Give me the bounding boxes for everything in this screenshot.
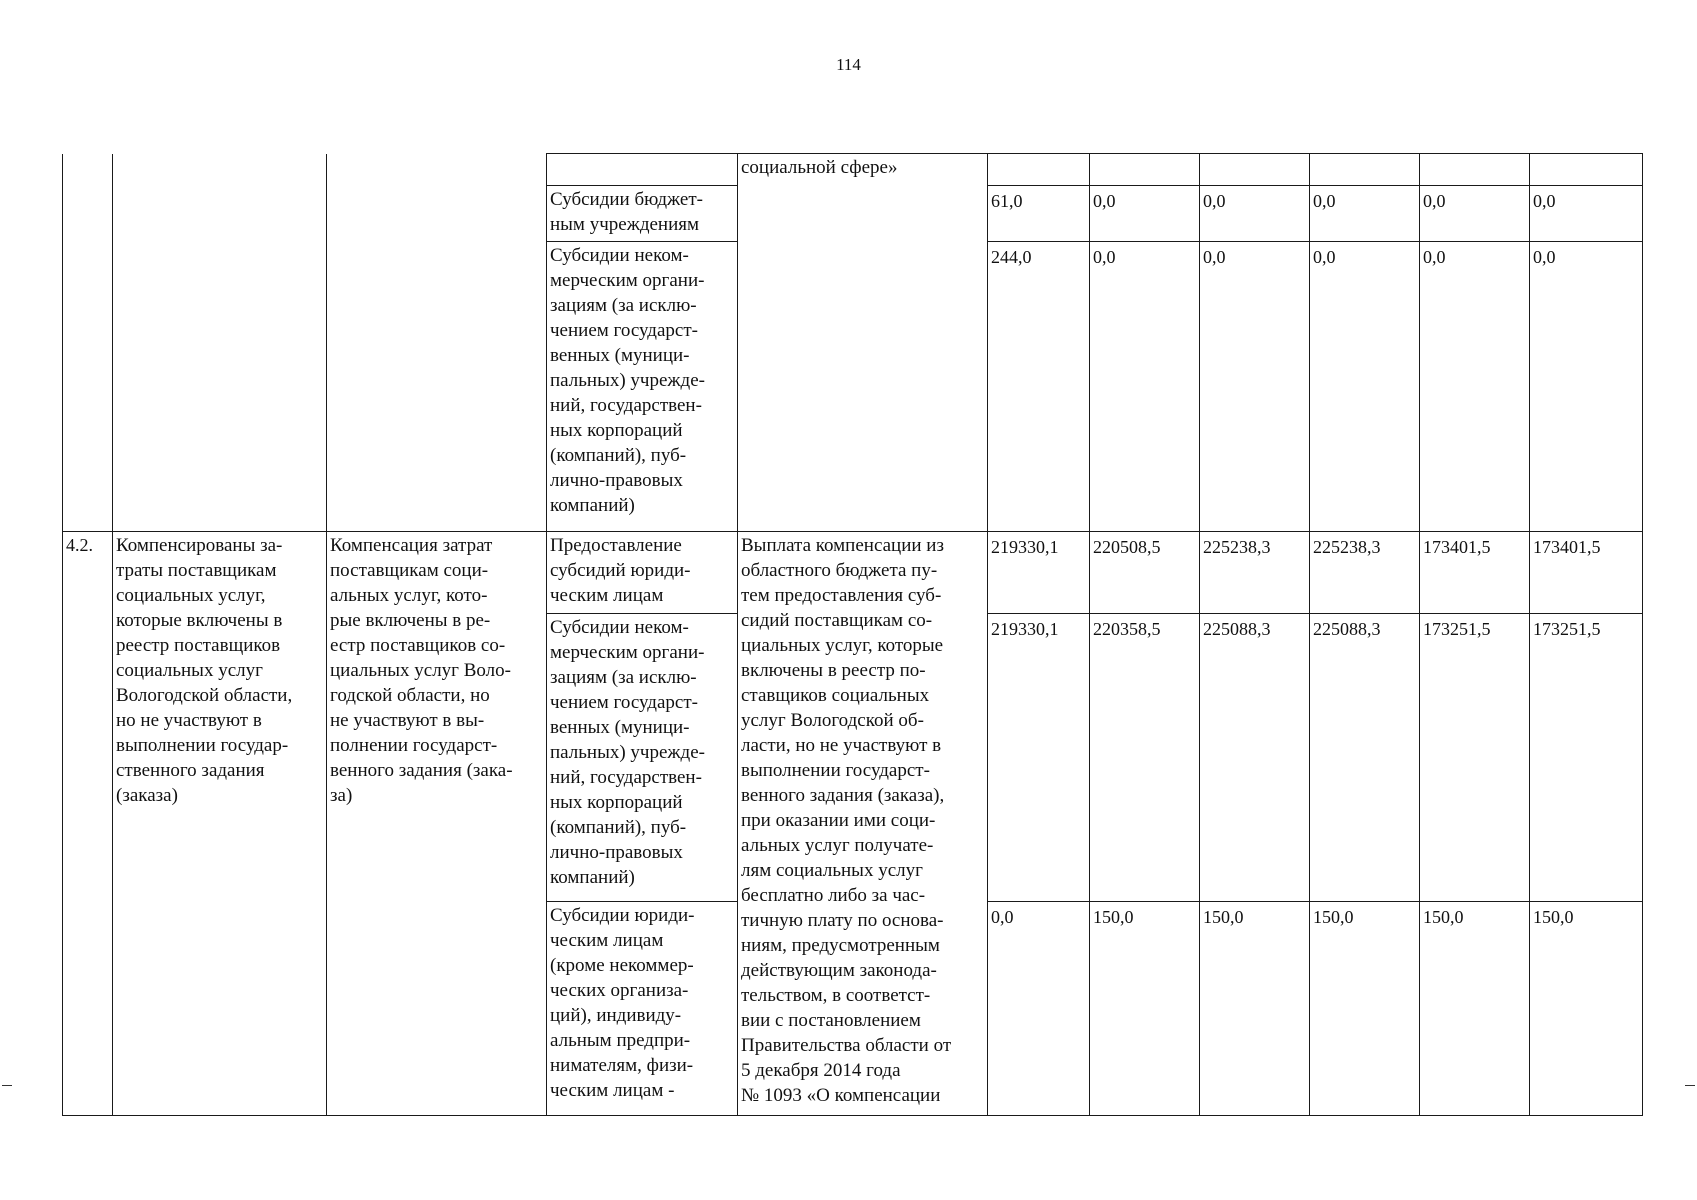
- value-cell: 219330,1: [988, 532, 1090, 614]
- value-cell: 244,0: [988, 242, 1090, 532]
- value-cell: 0,0: [1310, 242, 1420, 532]
- value-cell: 0,0: [1310, 186, 1420, 242]
- category-cell: Субсидии юриди- ческим лицам (кроме некоммер- ческих организа- ций), индивиду- альным предпри- нимателям, физи- ческим лицам -: [547, 902, 738, 1116]
- left-edge-mark: [2, 1085, 12, 1086]
- value-cell: 225088,3: [1310, 614, 1420, 902]
- table-row: [63, 154, 1643, 186]
- value-cell: 225088,3: [1200, 614, 1310, 902]
- value-cell: [1090, 154, 1200, 186]
- value-cell: 0,0: [1200, 186, 1310, 242]
- value-cell: 61,0: [988, 186, 1090, 242]
- category-cell: Субсидии неком- мерческим органи- зациям (за исклю- чением государст- венных (муници- пальных) учрежде- ний, государствен- ных корпораций (компаний), пуб- лично-правовых компаний): [547, 242, 738, 532]
- category-cell: Субсидии бюджет- ным учреждениям: [547, 186, 738, 242]
- value-cell: 0,0: [1530, 186, 1643, 242]
- value-cell: 219330,1: [988, 614, 1090, 902]
- value-cell: 173251,5: [1420, 614, 1530, 902]
- category-cell: Субсидии неком- мерческим органи- зациям (за исклю- чением государст- венных (муници- пальных) учрежде- ний, государствен- ных корпораций (компаний), пуб- лично-правовых компаний): [547, 614, 738, 902]
- value-cell: 0,0: [1530, 242, 1643, 532]
- value-cell: 0,0: [1420, 242, 1530, 532]
- value-cell: [1530, 154, 1643, 186]
- value-cell: 173401,5: [1530, 532, 1643, 614]
- description-cell: [738, 532, 988, 1116]
- page-number: 114: [836, 55, 861, 74]
- value-cell: 0,0: [988, 902, 1090, 1116]
- description-text: Выплата компенсации из областного бюджета пу- тем предоставления суб- сидий поставщикам со- циальных услуг, которые включены в реестр по- ставщиков социальных услуг Вологодской об- ласти, но не участвуют в выполнении государст- венного задания (заказа), при оказании ими соци- альных услуг получате- лям социальных услуг бесплатно либо за час- тичную плату по основа- ниям, предусмотренным действующим законода- тельством, в соответст- вии с постановлением Правительства области от 5 декабря 2014 года № 1093 «О компенсации: [741, 535, 952, 1106]
- table-row: [63, 532, 1643, 614]
- value-cell: 150,0: [1200, 902, 1310, 1116]
- event-text: Компенсация затрат поставщикам соци- альных услуг, кото- рые включены в ре- естр поставщиков со- циальных услуг Воло- годской области, но не участвуют в вы- полнении государст- венного задания (зака- за): [330, 535, 513, 806]
- category-cell: [547, 154, 738, 186]
- value-cell: 173401,5: [1420, 532, 1530, 614]
- description-text: социальной сфере»: [741, 157, 898, 178]
- goal-cell: [113, 154, 327, 532]
- goal-cell: [113, 532, 327, 1116]
- value-cell: 150,0: [1310, 902, 1420, 1116]
- category-cell: Предоставление субсидий юриди- ческим лицам: [547, 532, 738, 614]
- value-cell: 173251,5: [1530, 614, 1643, 902]
- value-cell: [988, 154, 1090, 186]
- index-cell: 4.2.: [63, 532, 113, 1116]
- value-cell: 0,0: [1200, 242, 1310, 532]
- right-edge-mark: [1685, 1085, 1695, 1086]
- value-cell: 0,0: [1420, 186, 1530, 242]
- value-cell: 220508,5: [1090, 532, 1200, 614]
- value-cell: [1420, 154, 1530, 186]
- value-cell: 225238,3: [1310, 532, 1420, 614]
- value-cell: [1310, 154, 1420, 186]
- value-cell: 150,0: [1090, 902, 1200, 1116]
- value-cell: 0,0: [1090, 242, 1200, 532]
- event-cell: [327, 154, 547, 532]
- value-cell: 0,0: [1090, 186, 1200, 242]
- goal-text: Компенсированы за- траты поставщикам социальных услуг, которые включены в реестр поставщиков социальных услуг Вологодской области, но не участвуют в выполнении государ- ственного задания (заказа): [116, 535, 293, 806]
- value-cell: 150,0: [1530, 902, 1643, 1116]
- description-cell: [738, 154, 988, 532]
- value-cell: 220358,5: [1090, 614, 1200, 902]
- event-cell: [327, 532, 547, 1116]
- value-cell: 150,0: [1420, 902, 1530, 1116]
- budget-table: [62, 153, 1643, 1116]
- value-cell: 225238,3: [1200, 532, 1310, 614]
- value-cell: [1200, 154, 1310, 186]
- index-cell: [63, 154, 113, 532]
